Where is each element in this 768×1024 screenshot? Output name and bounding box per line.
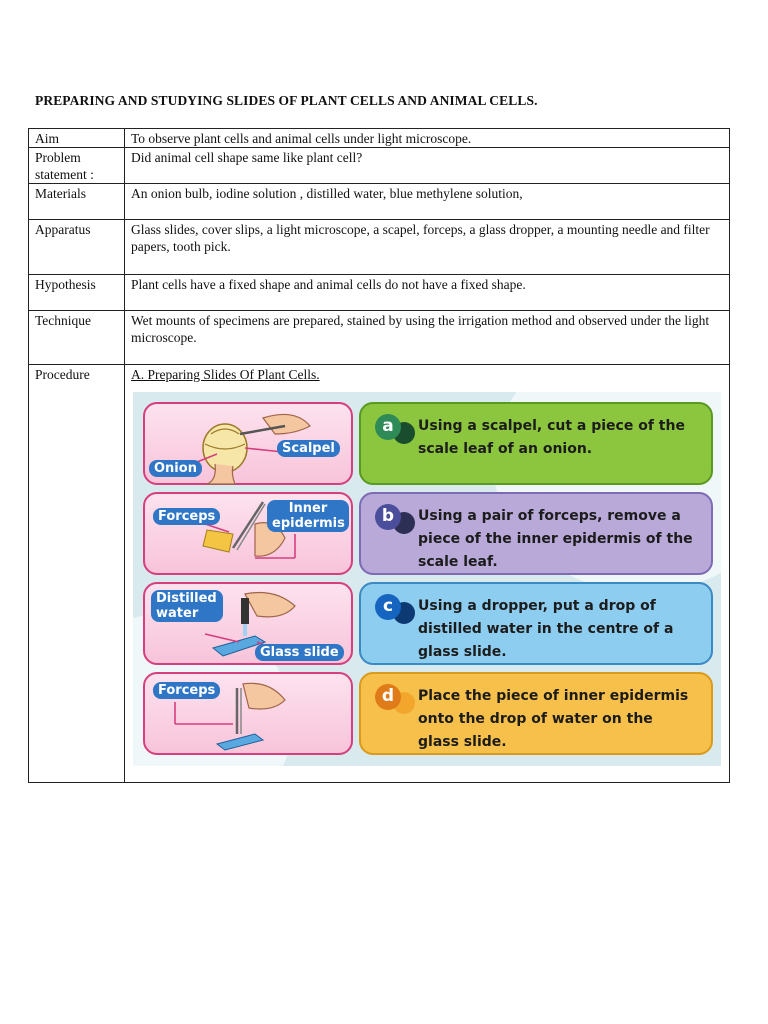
illustration-step-a: [143, 402, 353, 485]
row-aim: [29, 129, 730, 148]
row-technique: [29, 311, 730, 365]
step-b-text: Using a pair of forceps, remove a piece of the inner epidermis of the scale leaf.: [418, 508, 693, 570]
step-a-text: Using a scalpel, cut a piece of the scale leaf of an onion.: [418, 418, 685, 457]
hypothesis-label: Hypothesis: [29, 275, 125, 311]
step-b-letter: b: [381, 506, 395, 526]
step-c-letter: c: [382, 596, 394, 616]
page-title: PREPARING AND STUDYING SLIDES OF PLANT CELLS AND ANIMAL CELLS.: [35, 93, 538, 108]
step-c-box: [359, 582, 713, 665]
row-hypothesis: [29, 275, 730, 311]
apparatus-label: Apparatus: [29, 220, 125, 275]
step-d-letter: d: [381, 686, 395, 706]
step-a-box: [359, 402, 713, 485]
label-scalpel: Scalpel: [277, 440, 340, 457]
procedure-heading: A. Preparing Slides Of Plant Cells.: [131, 367, 320, 382]
label-inner-epidermis: Inner epidermis: [267, 500, 349, 532]
apparatus-value: Glass slides, cover slips, a light microscope, a scapel, forceps, a glass dropper, a mounting needle and filter papers, tooth pick.: [125, 220, 730, 275]
label-glass-slide: Glass slide: [255, 644, 344, 661]
materials-label: Materials: [29, 184, 125, 220]
aim-value: To observe plant cells and animal cells under light microscope.: [125, 129, 730, 148]
row-materials: [29, 184, 730, 220]
technique-label: Technique: [29, 311, 125, 365]
procedure-figure: [133, 392, 721, 766]
technique-value: Wet mounts of specimens are prepared, stained by using the irrigation method and observed under the light microscope.: [125, 311, 730, 365]
label-onion: Onion: [149, 460, 202, 477]
row-problem: [29, 148, 730, 184]
illustration-step-d: [143, 672, 353, 755]
label-forceps-d: Forceps: [153, 682, 220, 699]
procedure-label: Procedure: [29, 365, 125, 783]
step-d-text: Place the piece of inner epidermis onto the drop of water on the glass slide.: [418, 688, 689, 750]
problem-label: Problem statement :: [29, 148, 125, 184]
hypothesis-value: Plant cells have a fixed shape and animal cells do not have a fixed shape.: [125, 275, 730, 311]
step-b-box: [359, 492, 713, 575]
illustration-step-c: [143, 582, 353, 665]
illustration-step-b: [143, 492, 353, 575]
problem-value: Did animal cell shape same like plant cell?: [125, 148, 730, 184]
label-forceps: Forceps: [153, 508, 220, 525]
step-c-text: Using a dropper, put a drop of distilled water in the centre of a glass slide.: [418, 598, 674, 660]
label-distilled-water: Distilled water: [151, 590, 223, 622]
aim-label: Aim: [29, 129, 125, 148]
materials-value: An onion bulb, iodine solution , distilled water, blue methylene solution,: [125, 184, 730, 220]
step-d-box: [359, 672, 713, 755]
step-a-letter: a: [382, 416, 394, 436]
row-apparatus: [29, 220, 730, 275]
